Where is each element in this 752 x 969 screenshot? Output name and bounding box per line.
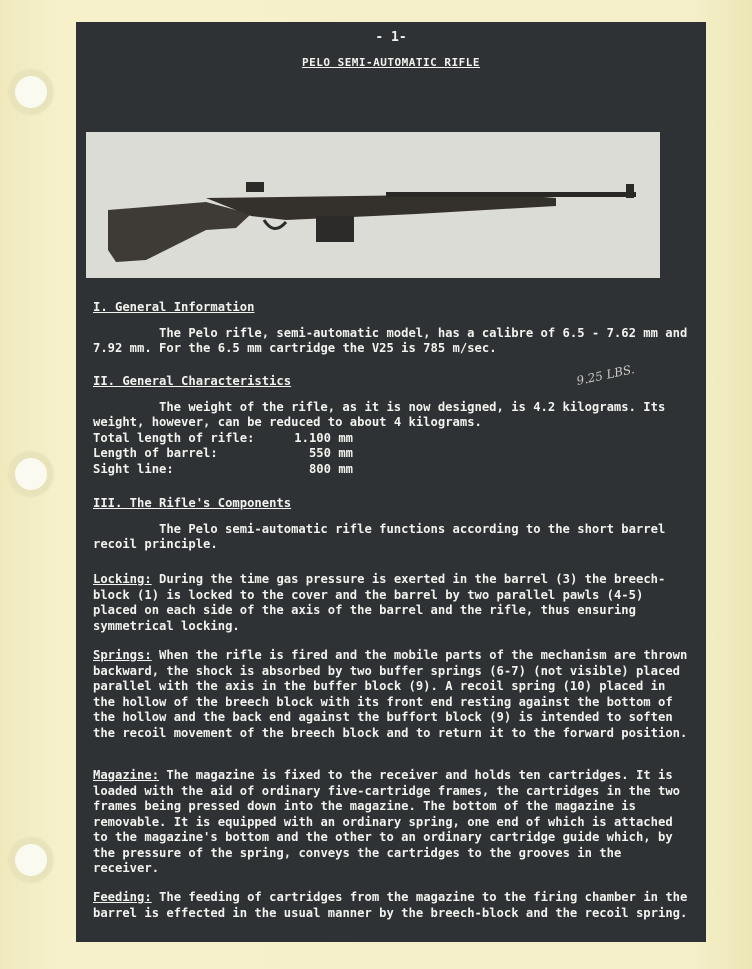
paragraph-lead: Feeding: [93,890,152,904]
section-rifle-components [93,496,693,553]
paragraph-text: The feeding of cartridges from the magazine to the firing chamber in the barrel is effected in the usual manner by the breech-block and the recoil spring. [93,890,688,920]
paragraph-text: The magazine is fixed to the receiver and holds ten cartridges. It is loaded with the aid of ordinary five-cartridge frames, the cartridges in the two frames being pressed down into the magazine. The bottom of the magazine is removable. It is equipped with an ordinary spring, one end of which is attached to the magazine's bottom and the other to an ordinary cartridge guide which, by the pressure of the spring, conveys the cartridges to the grooves in the receiver. [93,768,680,875]
page-number: - 1- [375,30,407,45]
paragraph-magazine [93,768,693,877]
paragraph-locking [93,572,693,634]
paragraph-lead: Springs: [93,648,152,662]
punch-hole-bottom [9,838,53,882]
section-heading: III. The Rifle's Components [93,496,292,510]
paragraph-lead: Magazine: [93,768,160,782]
specs-list [93,431,693,478]
paragraph-springs [93,648,693,741]
section-heading: I. General Information [93,300,255,314]
section-general-characteristics [93,374,693,477]
punch-hole-top [9,70,53,114]
spec-label: Total length of rifle: [93,430,255,445]
punch-hole-middle [9,452,53,496]
paragraph-text: During the time gas pressure is exerted in the barrel (3) the breech-block (1) is locked to the cover and the barrel by two parallel pawls (4-5) placed on each side of the axis of the barrel and the rifle, thus ensuring symmetrical locking. [93,572,666,633]
paragraph-feeding [93,890,693,921]
spec-value: 550 mm [308,446,353,460]
section-heading: II. General Characteristics [93,374,292,388]
spec-value: 1.100 mm [294,430,353,445]
rifle-image [86,132,660,278]
rifle-photo [86,132,660,278]
section-text: The Pelo rifle, semi-automatic model, has a calibre of 6.5 - 7.62 mm and 7.92 mm. For the 6.5 mm cartridge the V25 is 785 m/sec. [93,325,688,355]
handwritten-annotation: 9.25 LBS. [575,362,636,388]
section-text: The Pelo semi-automatic rifle functions according to the short barrel recoil principle. [93,521,666,551]
document-title: PELO SEMI-AUTOMATIC RIFLE [301,56,481,69]
paragraph-text: When the rifle is fired and the mobile parts of the mechanism are thrown backward, the shock is absorbed by two buffer springs (6-7) (not visible) placed parallel with the axis in the buffer block (9). A recoil spring (10) placed in the hollow of the breech block with its front end resting against the bottom of the hollow and the back end against the buffort block (9) is intended to soften the recoil movement of the breech block and to return it to the forward position. [93,648,688,740]
paragraph-lead: Locking: [93,572,152,586]
document-sheet [76,22,706,942]
spec-label: Sight line: [93,461,174,476]
spec-label: Length of barrel: [93,446,218,460]
section-general-information [93,300,693,357]
section-text: The weight of the rifle, as it is now designed, is 4.2 kilograms. Its weight, however, can be reduced to about 4 kilograms. [93,399,666,429]
spec-value: 800 mm [308,461,353,476]
